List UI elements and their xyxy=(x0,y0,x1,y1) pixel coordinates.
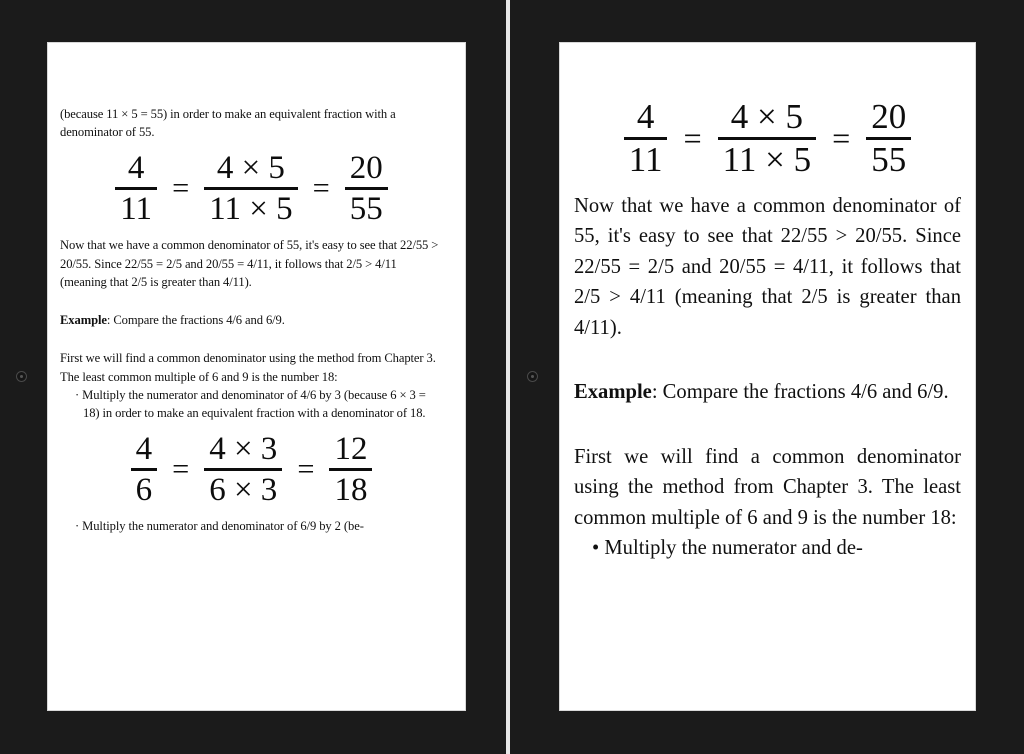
right-spacer-one xyxy=(574,343,961,377)
right-equation-one xyxy=(574,99,961,179)
fraction-12-over-18 xyxy=(329,432,372,508)
fraction-numerator: 4 × 5 xyxy=(216,149,285,186)
fraction-numerator: 12 xyxy=(334,430,368,467)
fraction-bar xyxy=(204,187,297,190)
fraction-denominator: 11 × 5 xyxy=(209,190,293,227)
left-bullet-one: · Multiply the numerator and denominator of 4/6 by 3 (because 6 × 3 = 18) in order to make an equivalent fraction with a denominator of 18. xyxy=(75,388,426,421)
fraction-bar xyxy=(131,468,158,471)
left-spacer-one xyxy=(60,291,443,311)
fraction-bar xyxy=(345,187,388,190)
left-example-text: : Compare the fractions 4/6 and 6/9. xyxy=(106,313,285,328)
left-paragraph-two: Now that we have a common denominator of 55, it's easy to see that 22/55 > 20/55. Since 22/55 = 2/5 and 20/55 = 4/11, it follows that 2/5 > 4/11 (meaning that 2/5 is greater than 4/11). xyxy=(60,238,439,289)
fraction-numerator: 4 xyxy=(135,430,153,467)
right-device-panel xyxy=(510,0,1024,754)
right-paragraph-one: Now that we have a common denominator of 55, it's easy to see that 22/55 > 20/55. Since 22/55 = 2/5 and 20/55 = 4/11, it follows that 2/5 > 4/11 (meaning that 2/5 is greater than 4/11). xyxy=(574,194,961,339)
fraction-4-over-11 xyxy=(624,99,668,179)
right-paragraph-two: First we will find a common denominator using the method from Chapter 3. The least common multiple of 6 and 9 is the number 18: xyxy=(574,445,961,529)
equals-sign: = xyxy=(832,120,851,157)
fraction-4x5-over-11x5 xyxy=(204,151,297,227)
fraction-denominator: 11 xyxy=(120,190,153,227)
fraction-numerator: 20 xyxy=(871,97,907,136)
left-example-paragraph xyxy=(60,311,443,329)
fraction-denominator: 11 × 5 xyxy=(722,140,812,180)
left-example-label: Example xyxy=(60,313,107,328)
fraction-4x5-over-11x5 xyxy=(718,99,816,179)
right-page-content xyxy=(560,43,975,564)
fraction-20-over-55 xyxy=(345,151,388,227)
fraction-4-over-6 xyxy=(131,432,158,508)
fraction-denominator: 6 xyxy=(135,471,153,508)
fraction-denominator: 11 xyxy=(628,140,663,180)
left-intro-paragraph: (because 11 × 5 = 55) in order to make an equivalent fraction with a denominator of 55. xyxy=(60,107,396,140)
left-spacer-two xyxy=(60,329,443,349)
fraction-4x3-over-6x3 xyxy=(204,432,282,508)
left-equation-one xyxy=(60,151,443,227)
equals-sign: = xyxy=(297,451,315,486)
fraction-denominator: 6 × 3 xyxy=(209,471,278,508)
fraction-4-over-11 xyxy=(115,151,157,227)
equals-sign: = xyxy=(172,451,190,486)
right-example-paragraph xyxy=(574,377,961,408)
left-device-panel xyxy=(0,0,506,754)
fraction-denominator: 55 xyxy=(871,140,907,180)
equals-sign: = xyxy=(312,170,330,205)
left-equation-two xyxy=(60,432,443,508)
right-example-label: Example xyxy=(574,381,652,404)
right-bullet-one: • Multiply the numerator and de- xyxy=(592,537,863,560)
fraction-numerator: 4 × 3 xyxy=(209,430,278,467)
equals-sign: = xyxy=(683,120,702,157)
fraction-numerator: 4 xyxy=(127,149,145,186)
camera-sensor-icon xyxy=(527,371,538,382)
left-page-content xyxy=(48,43,465,536)
fraction-bar xyxy=(329,468,372,471)
fraction-denominator: 18 xyxy=(334,471,368,508)
fraction-denominator: 55 xyxy=(349,190,383,227)
right-example-text: : Compare the fractions 4/6 and 6/9. xyxy=(651,381,949,404)
equals-sign: = xyxy=(172,170,190,205)
fraction-numerator: 4 xyxy=(636,97,655,136)
fraction-numerator: 20 xyxy=(349,149,383,186)
fraction-20-over-55 xyxy=(866,99,911,179)
left-paragraph-three: First we will find a common denominator using the method from Chapter 3. The least common multiple of 6 and 9 is the number 18: xyxy=(60,351,436,384)
right-spacer-two xyxy=(574,408,961,442)
fraction-bar xyxy=(115,187,157,190)
left-page-surface[interactable] xyxy=(48,43,465,710)
fraction-bar xyxy=(204,468,282,471)
left-bullet-two: · Multiply the numerator and denominator of 6/9 by 2 (be- xyxy=(75,519,364,534)
camera-sensor-icon xyxy=(16,371,27,382)
fraction-numerator: 4 × 5 xyxy=(730,97,803,136)
right-page-surface[interactable] xyxy=(560,43,975,710)
